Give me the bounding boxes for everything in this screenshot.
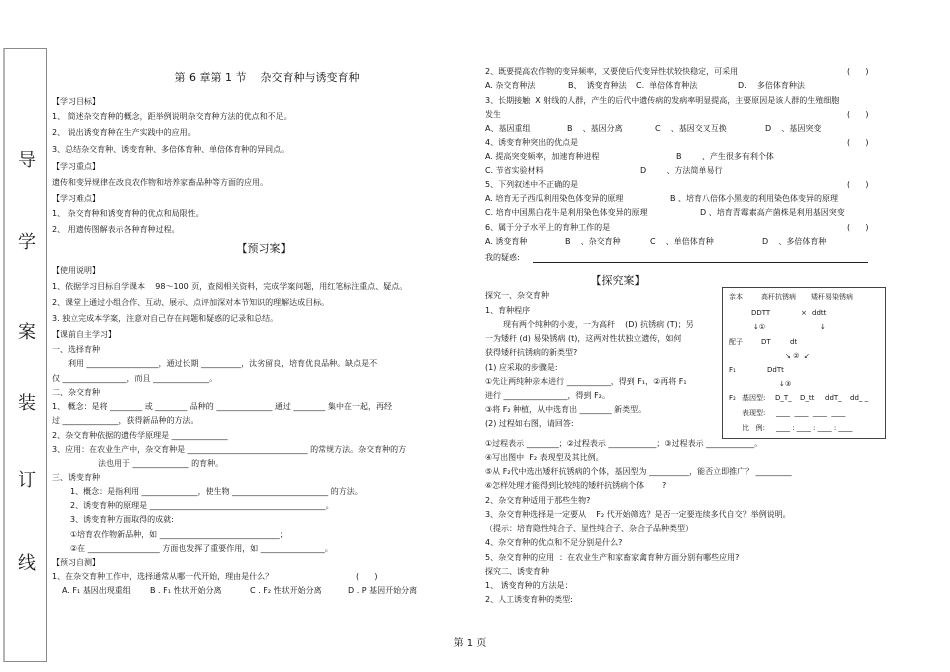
option-a: A. 提高突变频率，加速育种进程	[485, 152, 600, 161]
cross-symbol: ×	[801, 309, 807, 317]
option-a: A. 杂交育种法	[485, 81, 536, 90]
objective-item: 1、 简述杂交育种的概念，距举例说明杂交育种方法的优点和不足。	[52, 112, 292, 121]
answer-paren: ( )	[847, 223, 869, 232]
gamete-2: dt	[790, 338, 798, 346]
option-b: B 、杂交育种	[565, 237, 621, 246]
option-b: B、 诱变育种法	[568, 81, 627, 90]
fill-in-line: 3、应用：在农业生产中，杂交育种是 ______________________________ 的常规方法。杂交育种的方	[52, 445, 407, 454]
question-stem: 2、既要提高农作物的变异频率，又要使后代变异性状较快稳定，可采用	[485, 67, 739, 76]
fill-in-line: 2、诱变育种的原理是 ____________________________________________。	[70, 501, 334, 510]
option-b: B 、培育八倍体小黑麦的利用染色体变异的原理	[670, 194, 839, 203]
ratio-blanks: ____ : ____ : ____ : ____	[776, 424, 853, 432]
explore-line: 5、杂交育种的应用 ：在农业生产和家畜家禽育种方面分别有哪些应用?	[485, 553, 740, 562]
fill-in-line: 仅 ________________，而且 ______________。	[52, 374, 218, 383]
option-d: D 、方法简单易行	[640, 166, 723, 175]
hybrid-breeding-heading: 二、杂交育种	[52, 388, 100, 397]
margin-char: 学	[18, 232, 36, 253]
option-a: A. F₁ 基因出现重组	[62, 586, 131, 595]
option-d: D . P 基因开始分离	[348, 586, 418, 595]
answer-paren: ( )	[847, 180, 869, 189]
fill-in-line: 1、 概念：是将 ________ 或 ________ 品种的 ______________ 通过 ________ 集中在一起，再经	[52, 402, 392, 411]
f2-genotype: ddT_	[825, 394, 842, 402]
gamete-label: 配子	[729, 338, 743, 346]
page-number: 第 1 页	[453, 638, 487, 649]
explore-line: 一为矮秆 (d) 易染锈病 (t)，这两对性状独立遗传，如何	[485, 334, 682, 343]
option-c: C 、基因交叉互换	[655, 124, 727, 133]
genetic-cross-diagram	[722, 287, 886, 439]
instructions-header: 【使用说明】	[52, 266, 100, 275]
f2-genotype: D_tt	[800, 394, 815, 402]
explore-line: 获得矮秆抗锈病的新类型?	[485, 348, 578, 357]
answer-paren: ( )	[847, 138, 869, 147]
option-c: C. 培育中国黑白花牛是利用染色体变异的原理	[485, 208, 648, 217]
option-d: D 、多倍体育种	[762, 237, 827, 246]
parent1-phenotype: 高秆抗锈病	[761, 293, 796, 301]
option-d: D 、培育青霉素高产菌株是利用基因突变	[700, 208, 845, 217]
fill-in-line: ①培育农作物新品种，如 ______________________________；	[70, 530, 288, 539]
margin-char: 案	[18, 322, 36, 343]
preview-section-title: 【预习案】	[236, 242, 292, 255]
f2-label: F₂	[729, 394, 736, 402]
margin-char: 装	[18, 393, 36, 414]
explore-line: ①过程表示 ________；②过程表示 ____________；③过程表示 ____________。	[485, 439, 763, 448]
f2-genotype: dd_ _	[850, 394, 869, 402]
question-stem: 5、下列叙述中不正确的是	[485, 180, 579, 189]
option-a: A、基因重组	[485, 124, 531, 133]
doubts-answer-line[interactable]	[533, 262, 868, 263]
fill-in-line: 3、诱变育种方面取得的成就:	[70, 515, 174, 524]
mutation-breeding-heading: 三、诱变育种	[52, 473, 100, 482]
binding-margin	[3, 48, 47, 662]
option-c: C. 单倍体育种法	[636, 81, 698, 90]
option-b: B 、产生很多有利个体	[676, 152, 774, 161]
fill-in-line: 1、概念：是指利用 ______________，使生物 ________________________ 的方法。	[70, 487, 363, 496]
option-d: D 、基因突变	[765, 124, 822, 133]
parent2-genotype: ddtt	[812, 309, 827, 317]
option-a: A. 诱变育种	[485, 237, 528, 246]
objectives-header: 【学习目标】	[52, 97, 100, 106]
explore-heading: 探究二、诱变育种	[485, 567, 549, 576]
explore-line: ⑤从 F₂代中选出矮秆抗锈病的个体，基因型为 __________，能否立即推广？ _________	[485, 467, 792, 476]
answer-paren: ( )	[847, 110, 869, 119]
key-points-text: 遗传和变异规律在改良农作物和培养家畜品种等方面的应用。	[52, 178, 268, 187]
fill-in-line: 利用 __________________，通过长期 __________，汰劣留良，培育优良品种。缺点是不	[68, 359, 378, 368]
explore-line: 现有两个纯种的小麦，一为高秆 (D) 抗锈病 (T)；另	[503, 320, 694, 329]
ratio-label: 比 例:	[742, 424, 766, 432]
answer-paren: ( )	[356, 572, 378, 581]
f1-label: F₁	[729, 366, 736, 374]
objective-item: 3、总结杂交育种、诱变育种、多倍体育种、单倍体育种的异同点。	[52, 145, 290, 154]
explore-line: ⑥怎样处理才能得到比较纯的矮秆抗锈病个体 ?	[485, 481, 667, 490]
option-d: D. 多倍体育种法	[738, 81, 805, 90]
explore-line: 3、杂交育种选择是一定要从 F₂ 代开始筛选？是否一定要连续多代自交？举例说明。	[485, 510, 791, 519]
explore-line: ①先让两纯种亲本进行 ___________，得到 F₁，②再将 F₁	[485, 377, 687, 386]
explore-line: 1、 诱变育种的方法是：	[485, 581, 573, 590]
question-stem: 发生	[485, 110, 501, 119]
answer-paren: ( )	[847, 67, 869, 76]
question-stem: 3、长期接触 X 射线的人群，产生的后代中遗传病的发病率明显提高，主要原因是该人群的生殖细胞	[485, 96, 840, 105]
doubts-label: 我的疑惑:	[485, 253, 520, 262]
difficulties-header: 【学习难点】	[52, 194, 100, 203]
page-title: 第 6 章第 1 节 杂交育种与诱变育种	[174, 71, 360, 84]
phenotype-blanks: ____ ____ ____ ____	[776, 409, 846, 417]
question-stem: 6、属于分子水平上的育种工作的是	[485, 223, 611, 232]
explore-heading: 探究一、杂交育种	[485, 291, 549, 300]
self-test-header: 【预习自测】	[52, 558, 100, 567]
option-c: C 、单倍体育种	[650, 237, 714, 246]
margin-char: 订	[18, 470, 36, 491]
question-stem: 4、诱变育种突出的优点是	[485, 138, 579, 147]
step1-arrow: ↓①	[753, 323, 766, 331]
parent1-genotype: DDTT	[751, 309, 771, 317]
selection-breeding-heading: 一、选择育种	[52, 345, 100, 354]
option-b: B . F₁ 性状开始分离	[150, 586, 222, 595]
parent2-phenotype: 矮秆易染锈病	[811, 293, 853, 301]
explore-line: 4、杂交育种的优点和不足分别是什么?	[485, 538, 623, 547]
explore-line: 2、杂交育种适用于那些生物?	[485, 496, 591, 505]
instruction-item: 3. 独立完成本学案，注意对自己存在问题和疑惑的记录和总结。	[52, 314, 279, 323]
explore-line: (2) 过程如右图，请回答:	[485, 419, 574, 428]
fill-in-line: 2、杂交育种依据的遗传学原理是 ______________	[52, 431, 228, 440]
explore-line: （提示：培育隐性纯合子、显性纯合子、杂合子品种类型）	[485, 524, 693, 533]
option-a: A. 培育无子西瓜利用染色体变异的原理	[485, 194, 624, 203]
explore-line: ③将 F₂ 种植，从中选育出 ________ 新类型。	[485, 405, 647, 414]
fill-in-line: 法也用于 ______________ 的育种。	[98, 459, 224, 468]
parent-label: 亲本	[729, 293, 743, 301]
arrow-down-icon: ↓	[820, 323, 826, 331]
option-b: B 、基因分离	[567, 124, 623, 133]
margin-char: 导	[18, 150, 36, 171]
option-c: C. 节省实验材料	[485, 166, 544, 175]
question-stem: 1、在杂交育种工作中，选择通常从哪一代开始，理由是什么？	[52, 572, 274, 581]
option-c: C . F₂ 性状开始分离	[250, 586, 322, 595]
instruction-item: 1、依据学习目标自学课本 98～100 页，查阅相关资料，完成学案问题，用红笔标注重点、疑点。	[52, 282, 408, 291]
objective-item: 2、 说出诱变育种在生产实践中的应用。	[52, 128, 196, 137]
explore-line: 进行 ________________，得到 F₂。	[485, 391, 610, 400]
genotype-label: 基因型:	[742, 394, 766, 402]
fill-in-line: 过 ______________，获得新品种的方法。	[52, 416, 199, 425]
step2-arrows: ↘ ② ↙	[785, 352, 810, 360]
key-points-header: 【学习重点】	[52, 162, 100, 171]
gamete-1: DT	[761, 338, 771, 346]
explore-section-title: 【探究案】	[590, 274, 646, 287]
difficulty-item: 2、 用遗传图解表示各种育种过程。	[52, 225, 180, 234]
instruction-item: 2、课堂上通过小组合作、互动、展示、点评加深对本节知识的理解达成目标。	[52, 298, 330, 307]
explore-line: 2、人工诱变育种的类型:	[485, 595, 573, 604]
step3-arrow: ↓③	[779, 380, 792, 388]
f1-genotype: DdTt	[767, 366, 784, 374]
fill-in-line: ②在 __________________ 方面也发挥了重要作用，如 ________________。	[70, 544, 333, 553]
explore-line: (1) 应采取的步骤是:	[485, 363, 558, 372]
f2-genotype: D_T_	[775, 394, 792, 402]
margin-char: 线	[18, 553, 36, 574]
phenotype-label: 表现型:	[742, 409, 766, 417]
explore-line: ④写出图中 F₂ 表现型及其比例。	[485, 453, 604, 462]
difficulty-item: 1、 杂交育种和诱变育种的优点和局限性。	[52, 209, 204, 218]
self-study-header: 【课前自主学习】	[52, 330, 116, 339]
explore-line: 1、育种程序	[485, 306, 531, 315]
